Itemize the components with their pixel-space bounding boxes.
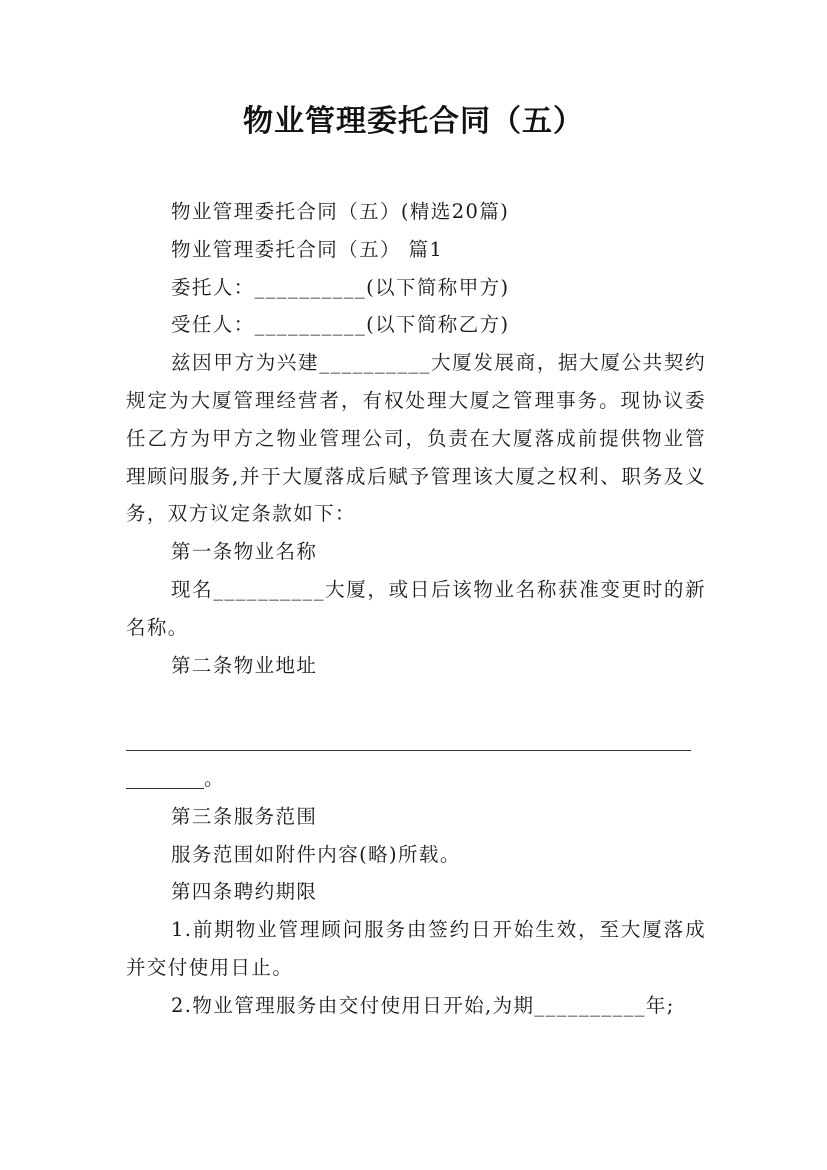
article4-heading: 第四条聘约期限 (171, 880, 318, 904)
article4-item1: 1.前期物业管理顾问服务由签约日开始生效，至大厦落成并交付使用日止。 (126, 918, 706, 979)
article3-text: 服务范围如附件内容(略)所载。 (171, 842, 461, 866)
chapter-line: 物业管理委托合同（五） 篇1 (171, 237, 444, 261)
subtitle-line: 物业管理委托合同（五）(精选20篇) (171, 200, 510, 223)
address-blank-end (126, 760, 706, 798)
preamble-paragraph: 兹因甲方为兴建__________大厦发展商，据大厦公共契约规定为大厦管理经营者，有权处理大厦之管理事务。现协议委任乙方为甲方之物业管理公司，负责在大厦落成前提供物业管理顾问服务,并于大厦落成后赋予管理该大厦之权利、职务及义务，双方议定条款如下： (126, 351, 706, 526)
article2-heading: 第二条物业地址 (171, 653, 318, 677)
address-blank-rule (126, 722, 691, 760)
document-title: 物业管理委托合同（五） (243, 104, 584, 139)
article1-heading: 第一条物业名称 (171, 540, 318, 564)
article4-item2: 2.物业管理服务由交付使用日开始,为期__________年; (171, 993, 675, 1017)
client-line: 委托人：__________(以下简称甲方) (171, 275, 510, 299)
document-body (126, 193, 706, 1025)
agent-line: 受任人：__________(以下简称乙方) (171, 313, 510, 337)
address-blank-short-rule (126, 788, 204, 789)
article1-text: 现名__________大厦，或日后该物业名称获准变更时的新名称。 (126, 577, 706, 639)
address-end-mark: 。 (204, 766, 225, 790)
article3-heading: 第三条服务范围 (171, 804, 318, 828)
blank-spacer (126, 684, 706, 722)
